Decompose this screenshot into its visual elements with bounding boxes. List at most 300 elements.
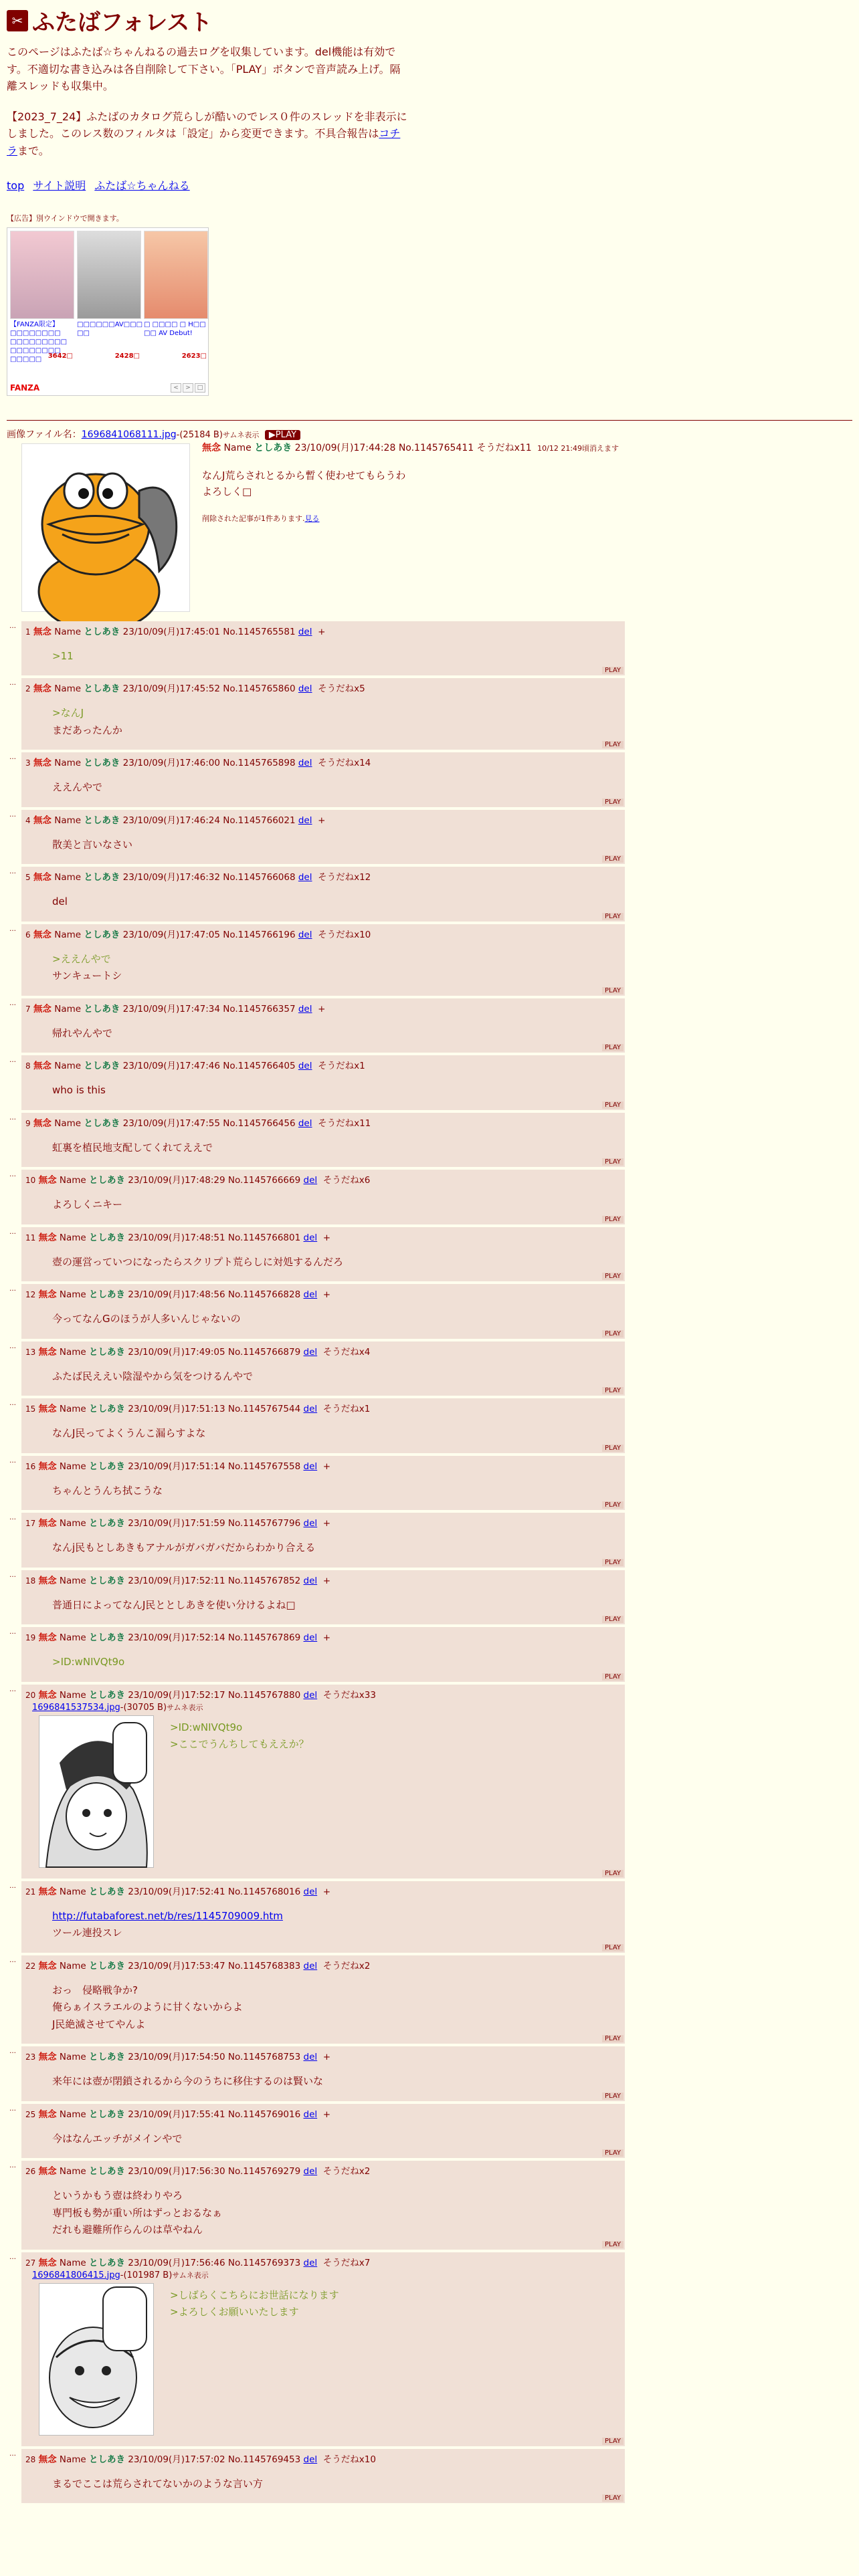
sodane-button[interactable]: そうだねx11 <box>318 1117 371 1129</box>
reply-index: 18 <box>25 1576 36 1586</box>
reply-line: ちゃんとうんち拭こうな <box>52 1484 163 1497</box>
reply-header <box>25 2049 621 2062</box>
reply-post <box>7 1113 852 1168</box>
reply-header <box>25 1630 621 1643</box>
reply-header <box>25 624 621 637</box>
reply-box <box>21 1513 625 1568</box>
reply-text <box>170 2287 339 2436</box>
reply-post <box>7 1341 852 1396</box>
sodane-button[interactable]: そうだねx12 <box>318 872 371 883</box>
reply-marker: … <box>9 1342 16 1350</box>
post-datetime: 23/10/09(月)17:47:05 <box>122 929 220 940</box>
reply-post <box>7 810 852 865</box>
name-label: Name <box>59 2052 86 2063</box>
del-link[interactable]: del <box>303 1886 318 1897</box>
del-link[interactable]: del <box>303 1575 318 1586</box>
post-number[interactable]: No.1145767558 <box>227 1461 301 1472</box>
post-number[interactable]: No.1145767869 <box>227 1632 301 1644</box>
del-link[interactable]: del <box>303 1404 318 1415</box>
ad-title[interactable]: □ □□□□ □ H□□ □□ AV Debut! <box>144 320 206 337</box>
post-datetime: 23/10/09(月)17:51:13 <box>128 1404 225 1415</box>
post-number[interactable]: No.1145767796 <box>227 1518 301 1529</box>
reply-text <box>52 2131 621 2148</box>
name-label: Name <box>54 683 82 695</box>
reply-text <box>52 1483 621 1500</box>
thumb-label: サムネ表示 <box>222 430 260 439</box>
sodane-button[interactable]: そうだねx10 <box>318 929 371 940</box>
post-number[interactable]: No.1145768753 <box>227 2052 301 2063</box>
post-datetime: 23/10/09(月)17:52:11 <box>128 1575 225 1586</box>
name-label: Name <box>59 1346 86 1358</box>
reply-play-button[interactable]: PLAY <box>602 1616 624 1623</box>
post-number[interactable]: No.1145766357 <box>223 1003 296 1014</box>
post-number[interactable]: No.1145768016 <box>227 1886 301 1897</box>
op-text: なんJ荒らされとるから暫く使わせてもらうわ よろしく□ <box>202 469 406 498</box>
op-play-button[interactable]: ▶PLAY <box>265 430 300 440</box>
reply-play-button[interactable]: PLAY <box>602 1044 624 1051</box>
post-datetime: 23/10/09(月)17:46:24 <box>122 815 220 826</box>
post-number[interactable]: No.1145769016 <box>227 2109 301 2120</box>
sodane-button[interactable]: そうだねx11 <box>476 442 532 453</box>
quote-line: >ID:wNIVQt9o <box>52 1656 125 1669</box>
sodane-button[interactable]: そうだねx2 <box>322 1960 371 1971</box>
del-link[interactable]: del <box>303 1632 318 1644</box>
reply-box <box>21 621 625 676</box>
reply-line: というかもう壺は終わりやろ <box>52 2189 183 2202</box>
reply-play-button[interactable]: PLAY <box>602 741 624 748</box>
reply-file-link[interactable]: 1696841806415.jpg <box>32 2270 120 2280</box>
reply-index: 17 <box>25 1519 36 1529</box>
reply-header <box>25 2163 621 2177</box>
post-subject: 無念 <box>38 1575 57 1586</box>
reply-play-button[interactable]: PLAY <box>602 1330 624 1337</box>
quote-line: >しばらくこちらにお世話になります <box>170 2288 339 2301</box>
reply-index: 2 <box>25 684 31 694</box>
post-number[interactable]: No.1145766456 <box>223 1117 296 1129</box>
post-number[interactable]: No.1145768383 <box>227 1960 301 1971</box>
reply-post <box>7 621 852 676</box>
del-link[interactable]: del <box>303 1175 318 1186</box>
reply-marker: … <box>9 1571 16 1579</box>
reply-box <box>21 998 625 1053</box>
ad-item[interactable] <box>77 231 143 360</box>
post-number[interactable]: No.1145769279 <box>227 2166 301 2177</box>
quote-line: >11 <box>52 649 74 662</box>
op-file-size: -(25184 B) <box>176 429 223 440</box>
reply-play-button[interactable]: PLAY <box>602 798 624 806</box>
reply-post <box>7 867 852 922</box>
reply-box <box>21 1685 625 1879</box>
post-subject: 無念 <box>202 442 221 453</box>
quote-line: >ええんやで <box>52 952 111 965</box>
quote-line: >ここでうんちしてもええか？ <box>170 1738 309 1751</box>
ad-nav <box>171 383 205 393</box>
post-datetime: 23/10/09(月)17:57:02 <box>128 2454 225 2465</box>
del-link[interactable]: del <box>303 2454 318 2465</box>
op-file-link[interactable]: 1696841068111.jpg <box>81 429 177 440</box>
ad-thumbnail[interactable] <box>77 231 141 319</box>
reply-post <box>7 2252 852 2446</box>
reply-text <box>52 1597 621 1614</box>
del-link[interactable]: del <box>298 929 312 940</box>
reply-marker: … <box>9 1457 16 1465</box>
bug-report-link[interactable]: コチラ <box>7 127 401 157</box>
reply-text <box>52 1025 621 1043</box>
post-subject: 無念 <box>38 1346 57 1358</box>
reply-marker: … <box>9 1628 16 1636</box>
reply-line: よろしくニキー <box>52 1198 123 1211</box>
sodane-button[interactable]: + <box>322 1632 331 1644</box>
reply-play-button[interactable]: PLAY <box>602 855 624 863</box>
del-link[interactable]: del <box>298 815 312 826</box>
post-number[interactable]: No.1145766879 <box>227 1346 301 1358</box>
del-link[interactable]: del <box>303 1960 318 1971</box>
reply-index: 15 <box>25 1404 36 1414</box>
reply-header <box>25 869 621 883</box>
reply-marker: … <box>9 925 16 933</box>
del-link[interactable]: del <box>298 872 312 883</box>
ad-info-icon[interactable]: □ <box>195 383 205 393</box>
show-deleted-link[interactable]: 見る <box>304 514 320 523</box>
name-label: Name <box>59 1886 86 1897</box>
reply-text <box>52 1311 621 1328</box>
reply-play-button[interactable]: PLAY <box>602 1870 624 1877</box>
name-label: Name <box>59 2166 86 2177</box>
notice-post: まで。 <box>17 144 50 157</box>
post-datetime: 23/10/09(月)17:52:14 <box>128 1632 225 1644</box>
sodane-button[interactable]: そうだねx2 <box>322 2166 371 2177</box>
reply-box <box>21 1055 625 1110</box>
sodane-button[interactable]: + <box>322 1232 331 1243</box>
del-link[interactable]: del <box>298 758 312 769</box>
reply-header <box>25 1001 621 1014</box>
reply-play-button[interactable]: PLAY <box>602 2241 624 2248</box>
post-number[interactable]: No.1145765581 <box>223 626 296 637</box>
del-link[interactable]: del <box>298 626 312 637</box>
reply-play-button[interactable]: PLAY <box>602 2494 624 2502</box>
reply-post <box>7 1227 852 1282</box>
ad-banner[interactable] <box>7 227 209 396</box>
post-number[interactable]: No.1145766801 <box>227 1232 301 1243</box>
post-number[interactable]: No.1145766669 <box>227 1175 301 1186</box>
del-link[interactable]: del <box>303 1518 318 1529</box>
ad-price: 3642□ <box>47 352 73 360</box>
reply-line: who is this <box>52 1084 106 1097</box>
del-link[interactable]: del <box>298 1117 312 1129</box>
reply-text <box>52 1368 621 1386</box>
reply-marker: … <box>9 1400 16 1408</box>
reply-play-button[interactable]: PLAY <box>602 2035 624 2042</box>
sodane-button[interactable]: そうだねx10 <box>322 2454 376 2465</box>
post-datetime: 23/10/09(月)17:48:51 <box>128 1232 225 1243</box>
reply-box <box>21 924 625 996</box>
reply-header <box>25 1401 621 1414</box>
reply-line: J民絶滅させてやんよ <box>52 2018 146 2030</box>
reply-line: まだあったんか <box>52 724 122 736</box>
reply-line: 専門板も勢が重い所はずっとおるなぁ <box>52 2206 223 2219</box>
reply-play-button[interactable]: PLAY <box>602 1273 624 1280</box>
reply-image[interactable] <box>39 2283 154 2436</box>
reply-header <box>25 2107 621 2120</box>
reply-text <box>52 1425 621 1442</box>
reply-play-button[interactable]: PLAY <box>602 1501 624 1509</box>
reply-play-button[interactable]: PLAY <box>602 1216 624 1223</box>
ad-title[interactable]: 【FANZA限定】□□□□□□□□ □□□□□□□□□ □□□□□□□□ □□□□□ <box>10 320 68 363</box>
sodane-button[interactable]: + <box>322 2052 331 2063</box>
del-link[interactable]: del <box>303 1689 318 1701</box>
del-link[interactable]: del <box>303 2109 318 2120</box>
sodane-button[interactable]: そうだねx6 <box>322 1175 371 1186</box>
sodane-button[interactable]: そうだねx4 <box>322 1346 371 1358</box>
post-number[interactable]: No.1145766196 <box>223 929 296 940</box>
post-number[interactable]: No.1145765411 <box>398 442 474 453</box>
post-number[interactable]: No.1145766405 <box>223 1061 296 1072</box>
post-datetime: 23/10/09(月)17:47:55 <box>122 1117 220 1129</box>
sodane-button[interactable]: そうだねx1 <box>318 1061 365 1072</box>
post-datetime: 23/10/09(月)17:54:50 <box>128 2052 225 2063</box>
reply-play-button[interactable]: PLAY <box>602 987 624 994</box>
post-name: としあき <box>84 872 120 883</box>
post-name: としあき <box>89 1689 125 1701</box>
reply-index: 10 <box>25 1176 36 1186</box>
sodane-button[interactable]: + <box>322 1518 331 1529</box>
del-link[interactable]: del <box>303 2166 318 2177</box>
sodane-button[interactable]: そうだねx5 <box>318 683 365 695</box>
reply-post <box>7 2104 852 2159</box>
reply-text <box>52 2476 621 2493</box>
reply-line: なんj民もとしあきもアナルがガバガバだからわかり合える <box>52 1541 316 1554</box>
ad-item[interactable] <box>144 231 207 360</box>
del-link[interactable]: del <box>303 2257 318 2268</box>
post-datetime: 23/10/09(月)17:53:47 <box>128 1960 225 1971</box>
del-link[interactable]: del <box>298 1061 312 1072</box>
op-image[interactable] <box>21 443 190 612</box>
thumb-label: サムネ表示 <box>172 2270 209 2280</box>
reply-index: 7 <box>25 1004 31 1014</box>
sodane-button[interactable]: + <box>318 1003 326 1014</box>
reply-image[interactable] <box>39 1715 154 1868</box>
name-label: Name <box>54 872 82 883</box>
reply-play-button[interactable]: PLAY <box>602 913 624 920</box>
del-link[interactable]: del <box>303 1346 318 1358</box>
reply-index: 25 <box>25 2109 36 2119</box>
post-subject: 無念 <box>38 1175 57 1186</box>
sodane-button[interactable]: そうだねx7 <box>322 2257 371 2268</box>
reply-box <box>21 1170 625 1224</box>
quote-line: >なんJ <box>52 707 84 720</box>
name-label: Name <box>54 929 82 940</box>
reply-header <box>25 1459 621 1472</box>
name-label: Name <box>59 2109 86 2120</box>
sodane-button[interactable]: + <box>322 1289 331 1301</box>
del-link[interactable]: del <box>303 1232 318 1243</box>
reply-play-button[interactable]: PLAY <box>602 1673 624 1681</box>
reply-post <box>7 2449 852 2504</box>
notice-pre: 【2023_7_24】ふたばのカタログ荒らしが酷いのでレス０件のスレッドを非表示にしました。このレス数のフィルタは「設定」から変更できます。不具合報告は <box>7 110 407 140</box>
del-link[interactable]: del <box>303 1289 318 1301</box>
reply-index: 13 <box>25 1347 36 1357</box>
reply-play-button[interactable]: PLAY <box>602 667 624 674</box>
ad-title[interactable]: □□□□□□AV□□□ □□ <box>77 320 143 337</box>
del-link[interactable]: del <box>303 1461 318 1472</box>
sodane-button[interactable]: + <box>322 2109 331 2120</box>
reply-header <box>25 813 621 826</box>
reply-play-button[interactable]: PLAY <box>602 1559 624 1566</box>
reply-line: おっ 侵略戦争か? <box>52 1983 138 1996</box>
site-title: ふたばフォレスト <box>32 9 213 36</box>
reply-text <box>52 1082 621 1099</box>
reply-play-button[interactable]: PLAY <box>602 1944 624 1951</box>
ad-thumbnail[interactable] <box>144 231 208 319</box>
reply-text <box>52 1254 621 1271</box>
post-subject: 無念 <box>33 815 52 826</box>
post-number[interactable]: No.1145765898 <box>223 758 296 769</box>
reply-play-button[interactable]: PLAY <box>602 2092 624 2100</box>
post-name: としあき <box>89 2454 125 2465</box>
reply-play-button[interactable]: PLAY <box>602 1101 624 1109</box>
reply-post <box>7 678 852 750</box>
reply-box <box>21 1955 625 2044</box>
op-body <box>202 441 838 524</box>
reply-index: 1 <box>25 627 31 637</box>
reply-file-size: -(101987 B) <box>120 2270 173 2280</box>
post-number[interactable]: No.1145769453 <box>227 2454 301 2465</box>
sodane-button[interactable]: + <box>318 626 326 637</box>
reply-post <box>7 1284 852 1339</box>
post-number[interactable]: No.1145769373 <box>227 2257 301 2268</box>
reply-play-button[interactable]: PLAY <box>602 2149 624 2157</box>
sodane-button[interactable]: + <box>318 815 326 826</box>
post-datetime: 23/10/09(月)17:46:00 <box>122 758 220 769</box>
reply-post <box>7 1685 852 1879</box>
reply-box <box>21 1627 625 1682</box>
post-number[interactable]: No.1145767880 <box>227 1689 301 1701</box>
ad-prev-button[interactable]: < <box>171 383 181 393</box>
sodane-button[interactable]: + <box>322 1461 331 1472</box>
del-link[interactable]: del <box>298 1003 312 1014</box>
reply-play-button[interactable]: PLAY <box>602 1387 624 1394</box>
reply-box <box>21 752 625 807</box>
post-name: としあき <box>84 1061 120 1072</box>
reply-line: なんJ民ってよくうんこ漏らすよな <box>52 1427 206 1440</box>
reply-link[interactable]: http://futabaforest.net/b/res/1145709009.htm <box>52 1909 283 1922</box>
reply-box <box>21 1341 625 1396</box>
reply-file-line <box>32 2270 621 2280</box>
reply-marker: … <box>9 811 16 819</box>
reply-box <box>21 1398 625 1453</box>
reply-header <box>25 1884 621 1897</box>
post-number[interactable]: No.1145766068 <box>223 872 296 883</box>
reply-line: 帰れやんやで <box>52 1027 113 1039</box>
ad-thumbnail[interactable] <box>10 231 74 319</box>
post-subject: 無念 <box>38 2166 57 2177</box>
reply-box <box>21 2449 625 2504</box>
reply-index: 21 <box>25 1887 36 1897</box>
reply-index: 11 <box>25 1232 36 1243</box>
reply-post <box>7 1881 852 1953</box>
site-info-link[interactable]: サイト説明 <box>33 179 86 192</box>
post-number[interactable]: No.1145767544 <box>227 1404 301 1415</box>
reply-text <box>52 893 621 911</box>
reply-text <box>52 951 621 985</box>
reply-text <box>52 1196 621 1214</box>
reply-play-button[interactable]: PLAY <box>602 1158 624 1166</box>
del-link[interactable]: del <box>298 683 312 695</box>
post-subject: 無念 <box>38 2052 57 2063</box>
post-datetime: 23/10/09(月)17:47:46 <box>122 1061 220 1072</box>
reply-post <box>7 2161 852 2250</box>
name-label: Name <box>59 2454 86 2465</box>
ad-price: 2623□ <box>181 352 207 360</box>
post-name: としあき <box>84 815 120 826</box>
ad-item[interactable] <box>10 231 73 363</box>
reply-line: だれも避難所作らんのは草やねん <box>52 2224 203 2236</box>
reply-marker: … <box>9 1685 16 1693</box>
reply-index: 6 <box>25 930 31 940</box>
post-number[interactable]: No.1145766828 <box>227 1289 301 1301</box>
reply-post <box>7 1513 852 1568</box>
post-subject: 無念 <box>38 2109 57 2120</box>
reply-header <box>25 1115 621 1129</box>
post-datetime: 23/10/09(月)17:56:30 <box>128 2166 225 2177</box>
reply-header <box>25 1958 621 1971</box>
post-name: としあき <box>84 929 120 940</box>
post-name: としあき <box>89 1632 125 1644</box>
top-link[interactable]: top <box>7 179 25 192</box>
post-name: としあき <box>84 683 120 695</box>
reply-index: 9 <box>25 1118 31 1128</box>
name-label: Name <box>59 1518 86 1529</box>
sodane-button[interactable]: そうだねx14 <box>318 758 371 769</box>
futaba-link[interactable]: ふたば☆ちゃんねる <box>94 179 190 192</box>
post-subject: 無念 <box>38 1404 57 1415</box>
reply-text <box>52 1140 621 1157</box>
post-subject: 無念 <box>38 1886 57 1897</box>
sodane-button[interactable]: + <box>322 1886 331 1897</box>
reply-index: 20 <box>25 1690 36 1700</box>
post-number[interactable]: No.1145767852 <box>227 1575 301 1586</box>
post-datetime: 23/10/09(月)17:44:28 <box>294 442 396 453</box>
reply-marker: … <box>9 1057 16 1065</box>
sodane-button[interactable]: そうだねx33 <box>322 1689 376 1701</box>
reply-box <box>21 2161 625 2250</box>
name-label: Name <box>59 1960 86 1971</box>
post-datetime: 23/10/09(月)17:56:46 <box>128 2257 225 2268</box>
sodane-button[interactable]: + <box>322 1575 331 1586</box>
post-number[interactable]: No.1145766021 <box>223 815 296 826</box>
reply-header <box>25 1687 621 1701</box>
ad-next-button[interactable]: > <box>183 383 193 393</box>
post-name: としあき <box>89 1518 125 1529</box>
reply-header <box>25 1058 621 1071</box>
reply-line: 虹裏を植民地支配してくれてええで <box>52 1141 213 1154</box>
sodane-button[interactable]: そうだねx1 <box>322 1404 371 1415</box>
reply-file-link[interactable]: 1696841537534.jpg <box>32 1702 120 1713</box>
reply-header <box>25 2452 621 2465</box>
post-datetime: 23/10/09(月)17:52:41 <box>128 1886 225 1897</box>
reply-box <box>21 2046 625 2101</box>
reply-play-button[interactable]: PLAY <box>602 1444 624 1452</box>
deleted-note-text: 削除された記事が1件あります. <box>202 514 305 523</box>
post-subject: 無念 <box>38 1632 57 1644</box>
reply-play-button[interactable]: PLAY <box>602 2438 624 2445</box>
reply-post <box>7 1456 852 1511</box>
post-number[interactable]: No.1145765860 <box>223 683 296 695</box>
post-datetime: 23/10/09(月)17:51:14 <box>128 1461 225 1472</box>
post-subject: 無念 <box>38 2257 57 2268</box>
del-link[interactable]: del <box>303 2052 318 2063</box>
nav-links <box>7 177 852 193</box>
